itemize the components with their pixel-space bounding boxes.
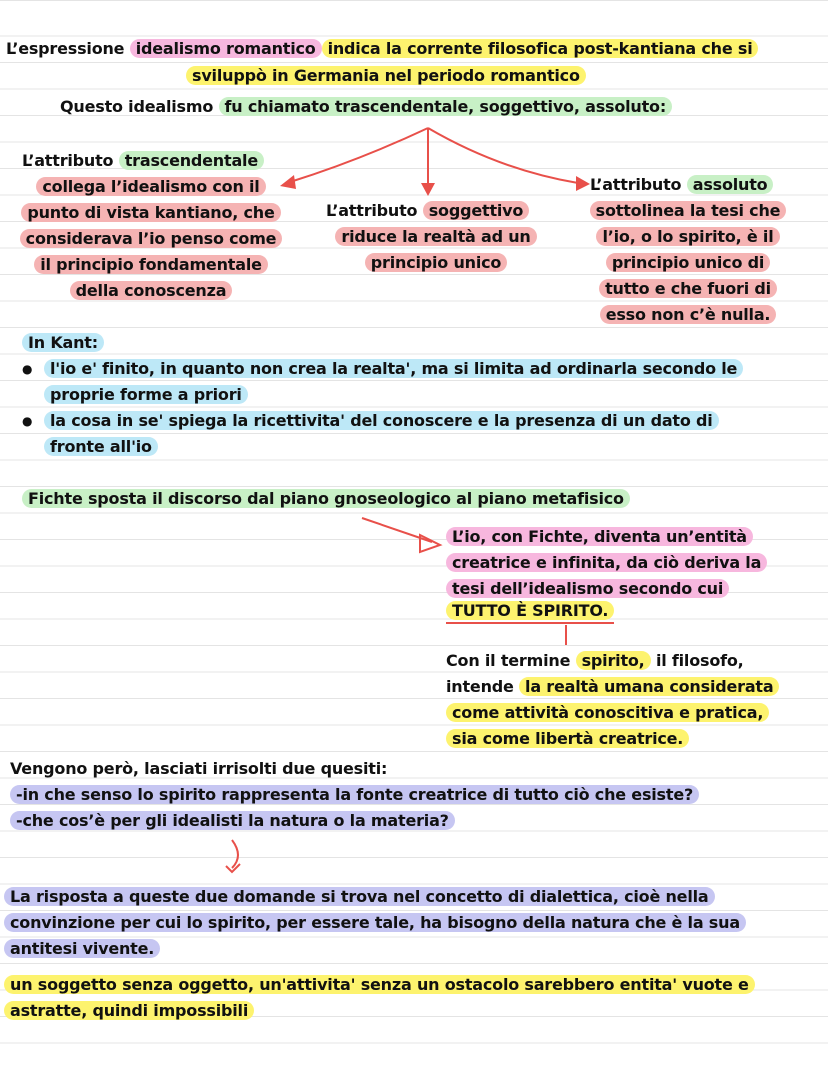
arrow-to-trascendentale — [290, 128, 428, 182]
answer-line-3: antitesi vivente. — [4, 936, 160, 962]
attr-trascendentale-title: L’attributo trascendentale — [22, 148, 264, 174]
attr-trascendentale-line-1: collega l’idealismo con il — [6, 174, 296, 200]
attr-assoluto-line-1: sottolinea la tesi che — [572, 198, 804, 224]
arrow-fichte-io — [362, 518, 432, 542]
intro-line-1: L’espressione idealismo romantico indica la corrente filosofica post-kantiana che si — [6, 36, 758, 62]
attr-assoluto-line-5: esso non c’è nulla. — [572, 302, 804, 328]
arrow-to-assoluto — [428, 128, 578, 183]
fichte-io-line-3: tesi dell’idealismo secondo cui — [446, 576, 729, 602]
question-1: -in che senso lo spirito rappresenta la fonte creatrice di tutto ciò che esiste? — [10, 782, 699, 808]
answer-line-1: La risposta a queste due domande si trova nel concetto di dialettica, cioè nella — [4, 884, 715, 910]
answer-line-2: convinzione per cui lo spirito, per essere tale, ha bisogno della natura che è la sua — [4, 910, 746, 936]
questions-intro: Vengono però, lasciati irrisolti due quesiti: — [10, 759, 388, 778]
attr-soggettivo-line-1: riduce la realtà ad un — [316, 224, 556, 250]
attr-trascendentale-line-5: della conoscenza — [6, 278, 296, 304]
spirito-line-2: intende la realtà umana considerata — [446, 674, 779, 700]
conclusion-line-1: un soggetto senza oggetto, un'attivita' senza un ostacolo sarebbero entita' vuote e — [4, 972, 755, 998]
fichte-io-line-2: creatrice e infinita, da ciò deriva la — [446, 550, 767, 576]
kant-bullet-2-cont: fronte all'io — [44, 434, 158, 460]
kant-heading: In Kant: — [22, 330, 104, 356]
question-2: -che cos’è per gli idealisti la natura o la materia? — [10, 808, 455, 834]
kant-bullet-1: ● l'io e' finito, in quanto non crea la realta', ma si limita ad ordinarla secondo le — [44, 356, 743, 382]
tutto-e-spirito: TUTTO È SPIRITO. — [446, 600, 614, 624]
fichte-line: Fichte sposta il discorso dal piano gnoseologico al piano metafisico — [22, 486, 630, 512]
highlight-idealismo-romantico: idealismo romantico — [130, 39, 322, 58]
attr-soggettivo-line-2: principio unico — [316, 250, 556, 276]
intro-line-2: sviluppò in Germania nel periodo romantico — [186, 63, 586, 89]
arrowhead-center — [421, 183, 435, 196]
attr-trascendentale-line-3: considerava l’io penso come — [6, 226, 296, 252]
attr-assoluto-line-2: l’io, o lo spirito, è il — [572, 224, 804, 250]
spirito-line-3: come attività conoscitiva e pratica, — [446, 700, 769, 726]
attr-trascendentale-line-4: il principio fondamentale — [6, 252, 296, 278]
attr-assoluto-title: L’attributo assoluto — [590, 172, 773, 198]
attr-assoluto-line-3: principio unico di — [572, 250, 804, 276]
arrowhead-right — [576, 176, 590, 191]
kant-bullet-1-cont: proprie forme a priori — [44, 382, 248, 408]
spirito-line-1: Con il termine spirito, il filosofo, — [446, 651, 744, 670]
fichte-io-line-1: L’io, con Fichte, diventa un’entità — [446, 524, 753, 550]
attr-soggettivo-title: L’attributo soggettivo — [326, 198, 529, 224]
spirito-line-4: sia come libertà creatrice. — [446, 726, 689, 752]
kant-bullet-2: ● la cosa in se' spiega la ricettivita' del conoscere e la presenza di un dato di — [44, 408, 719, 434]
arrowhead-fichte — [420, 535, 440, 552]
arrow-questions-answer — [232, 840, 238, 868]
conclusion-line-2: astratte, quindi impossibili — [4, 998, 254, 1024]
attr-assoluto-line-4: tutto e che fuori di — [572, 276, 804, 302]
intro-line-3: Questo idealismo fu chiamato trascendentale, soggettivo, assoluto: — [60, 94, 672, 120]
attr-trascendentale-line-2: punto di vista kantiano, che — [6, 200, 296, 226]
